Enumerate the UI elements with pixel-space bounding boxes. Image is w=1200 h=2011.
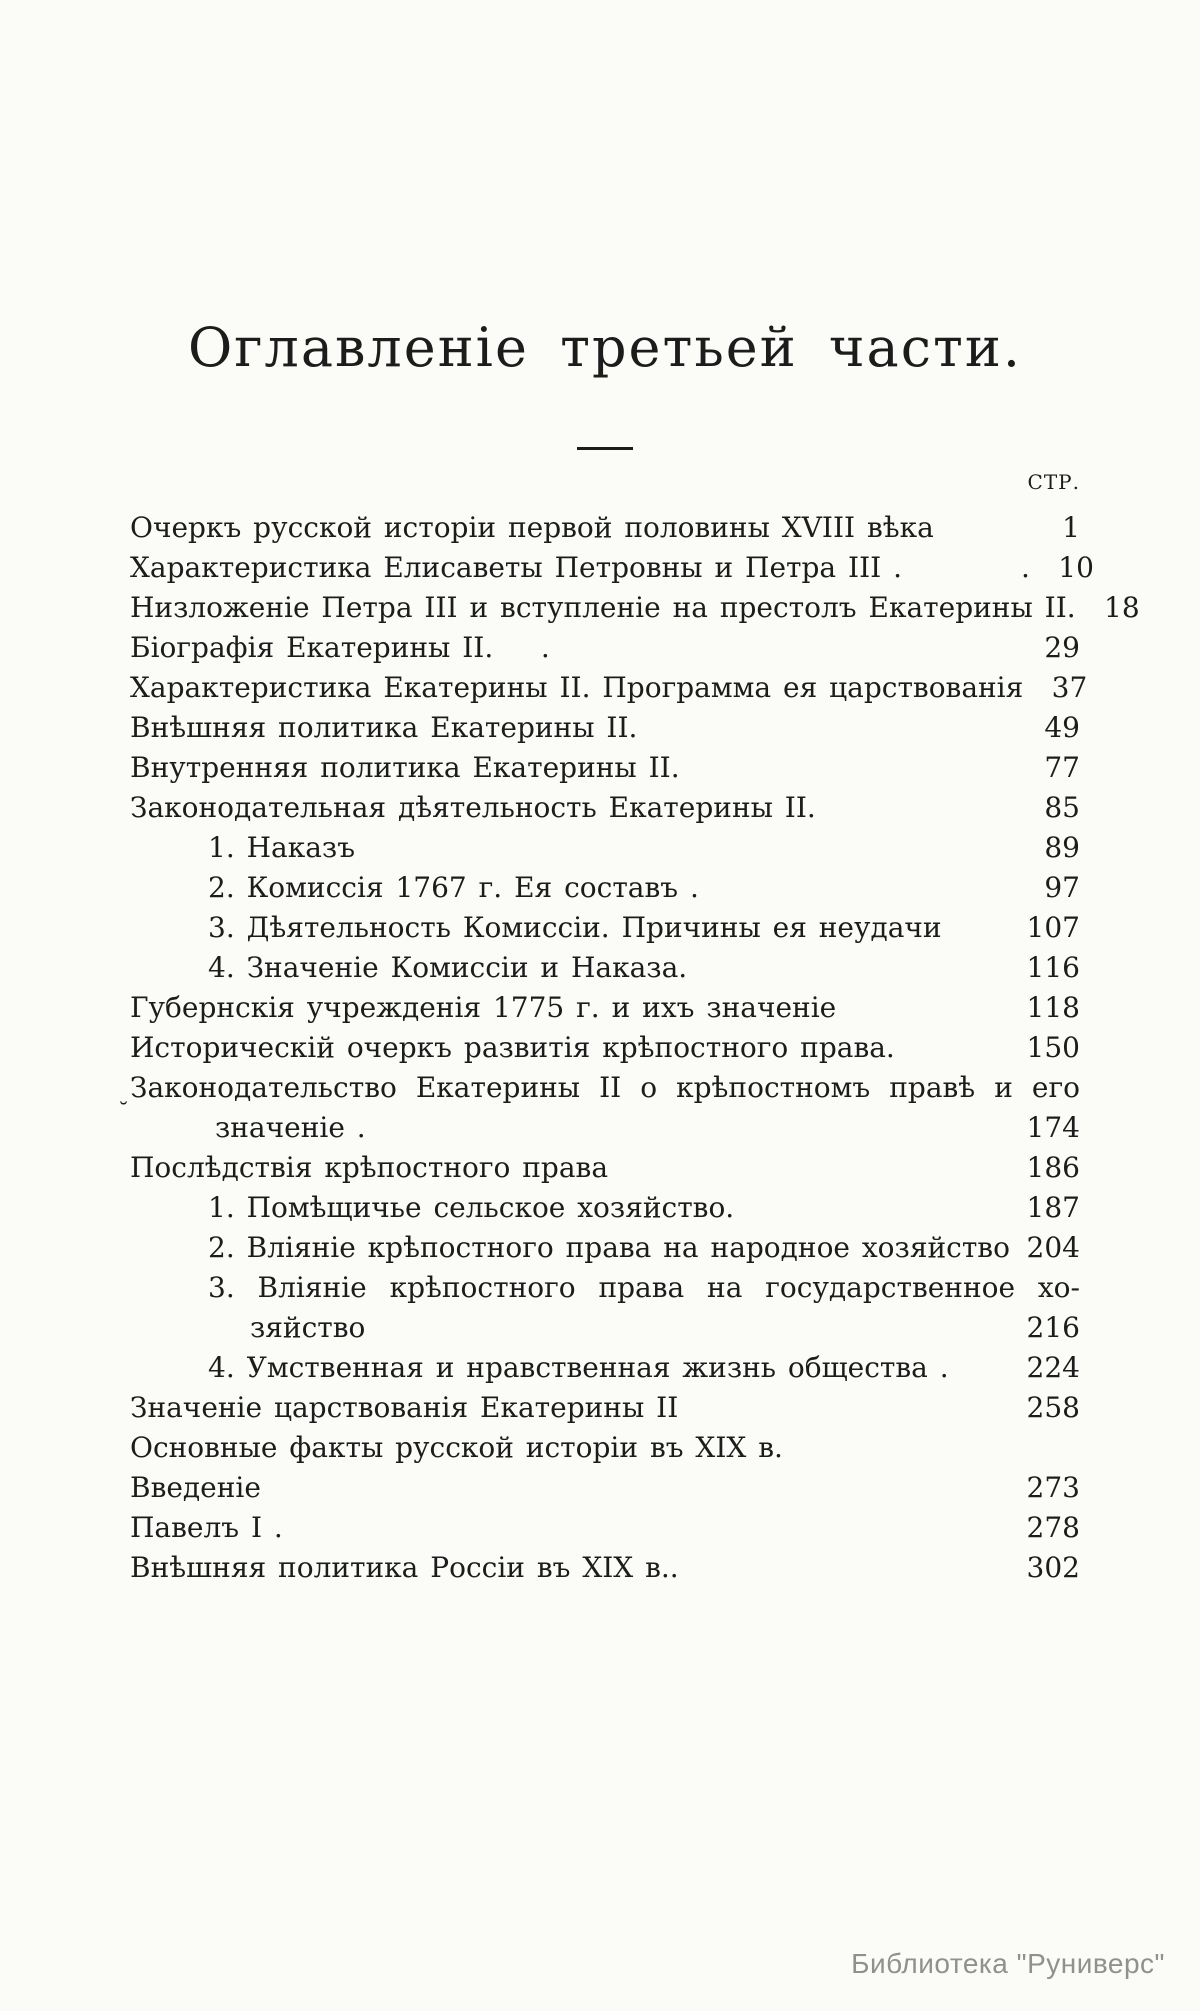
toc-entry-title: Павелъ I . [130,1511,283,1544]
toc-entry-title: 2. Вліяніе крѣпостного права на народное хозяйство [208,1231,1010,1264]
toc-row [130,508,1080,548]
toc-entry-page: 186 [1026,1151,1080,1184]
toc-entry-page: 89 [1044,831,1080,864]
toc-entry-page: 204 [1026,1231,1080,1264]
toc-entry-title: 1. Помѣщичье сельское хозяйство. [208,1191,735,1224]
toc-row [130,908,1080,948]
toc-entry-title: Внѣшняя политика Россіи въ XIX в.. [130,1551,679,1584]
toc-entry-page: 278 [1026,1511,1080,1544]
toc-row [130,588,1140,628]
library-watermark: Библиотека "Руниверс" [851,1948,1165,1979]
toc-entry-title: 4. Умственная и нравственная жизнь общества . [208,1351,949,1384]
toc-row [130,1348,1080,1388]
toc-entry-page: 174 [1026,1111,1080,1144]
toc-entry-title: Введеніе [130,1471,261,1504]
toc-row [130,948,1080,988]
toc-entry-title: Характеристика Елисаветы Петровны и Петра III . . [130,551,1030,584]
toc-row [130,1188,1080,1228]
toc-entry-page: 150 [1026,1031,1080,1064]
toc-entry-title: зяйство [250,1311,366,1344]
toc-entry-title: Біографія Екатерины II. . [130,631,550,664]
toc-row [130,548,1094,588]
toc-entry-title: Характеристика Екатерины II. Программа ея царствованія [130,671,1024,704]
toc-row [130,668,1088,708]
page-column-header: СТР. [1027,470,1080,494]
toc-entry-title: Послѣдствія крѣпостного права [130,1151,609,1184]
toc-entry-title: Законодательная дѣятельность Екатерины II. [130,791,816,824]
toc-row [130,748,1080,788]
toc-entry-page: 118 [1026,991,1080,1024]
toc-row [130,988,1080,1028]
toc-entry-title: Внутренняя политика Екатерины II. [130,751,680,784]
toc-entry-page: 224 [1026,1351,1080,1384]
toc-entry-page: 187 [1026,1191,1080,1224]
toc-row [130,868,1080,908]
toc-entry-title: Значеніе царствованія Екатерины II [130,1391,679,1424]
toc-entry-title: Губернскія учрежденія 1775 г. и ихъ значеніе [130,991,837,1024]
toc-row [130,1388,1080,1428]
toc-entry-title: 3. Вліяніе крѣпостного права на государственное хо- [208,1271,1080,1304]
toc-entry-page: 49 [1044,711,1080,744]
toc-entry-page: 97 [1044,871,1080,904]
toc-row [130,1548,1080,1588]
toc-row [130,1428,1080,1468]
toc-entry-title: Законодательство Екатерины II о крѣпостномъ правѣ и его [130,1071,1080,1104]
toc-entry-page: 1 [1062,511,1080,544]
page-title: Оглавленіе третьей части. [187,316,1023,379]
toc-row [130,1068,1080,1108]
toc-entry-page: 29 [1044,631,1080,664]
toc-entry-title: Основные факты русской исторіи въ XIX в. [130,1431,783,1464]
toc-row [130,1308,1080,1348]
toc-entry-page: 258 [1026,1391,1080,1424]
toc-entry-page: 216 [1026,1311,1080,1344]
toc-entry-title: значеніе . [215,1111,366,1144]
toc-row [130,788,1080,828]
toc-entry-page: 273 [1026,1471,1080,1504]
toc-entry-title: 4. Значеніе Комиссіи и Наказа. [208,951,688,984]
toc-entry-title: Внѣшняя политика Екатерины II. [130,711,638,744]
toc-row [130,828,1080,868]
toc-row [130,1508,1080,1548]
toc-row [130,1468,1080,1508]
toc-entry-page: 85 [1044,791,1080,824]
title-divider-rule [577,447,633,450]
toc-row [130,1028,1080,1068]
toc-list [118,508,1140,1588]
scan-artifact-mark: ˘ [118,1100,129,1125]
toc-entry-page: 107 [1026,911,1080,944]
toc-entry-page: 10 [1058,551,1094,584]
toc-entry-title: 1. Наказъ [208,831,356,864]
toc-entry-page: 116 [1026,951,1080,984]
toc-row [130,708,1080,748]
toc-entry-title: 2. Комиссія 1767 г. Ея составъ . [208,871,699,904]
toc-entry-title: Очеркъ русской исторіи первой половины XVIII вѣка [130,511,934,544]
toc-entry-title: Низложеніе Петра III и вступленіе на престолъ Екатерины II. [130,591,1076,624]
toc-row [118,1100,1080,1148]
toc-row [130,1268,1080,1308]
toc-row [130,1148,1080,1188]
toc-row [130,628,1080,668]
toc-entry-page: 18 [1104,591,1140,624]
toc-entry-title: 3. Дѣятельность Комиссіи. Причины ея неудачи [208,911,942,944]
toc-entry-page: 302 [1026,1551,1080,1584]
toc-row [130,1228,1080,1268]
toc-entry-title: Историческій очеркъ развитія крѣпостного права. [130,1031,895,1064]
toc-entry-page: 37 [1051,671,1088,704]
toc-entry-page: 77 [1044,751,1080,784]
